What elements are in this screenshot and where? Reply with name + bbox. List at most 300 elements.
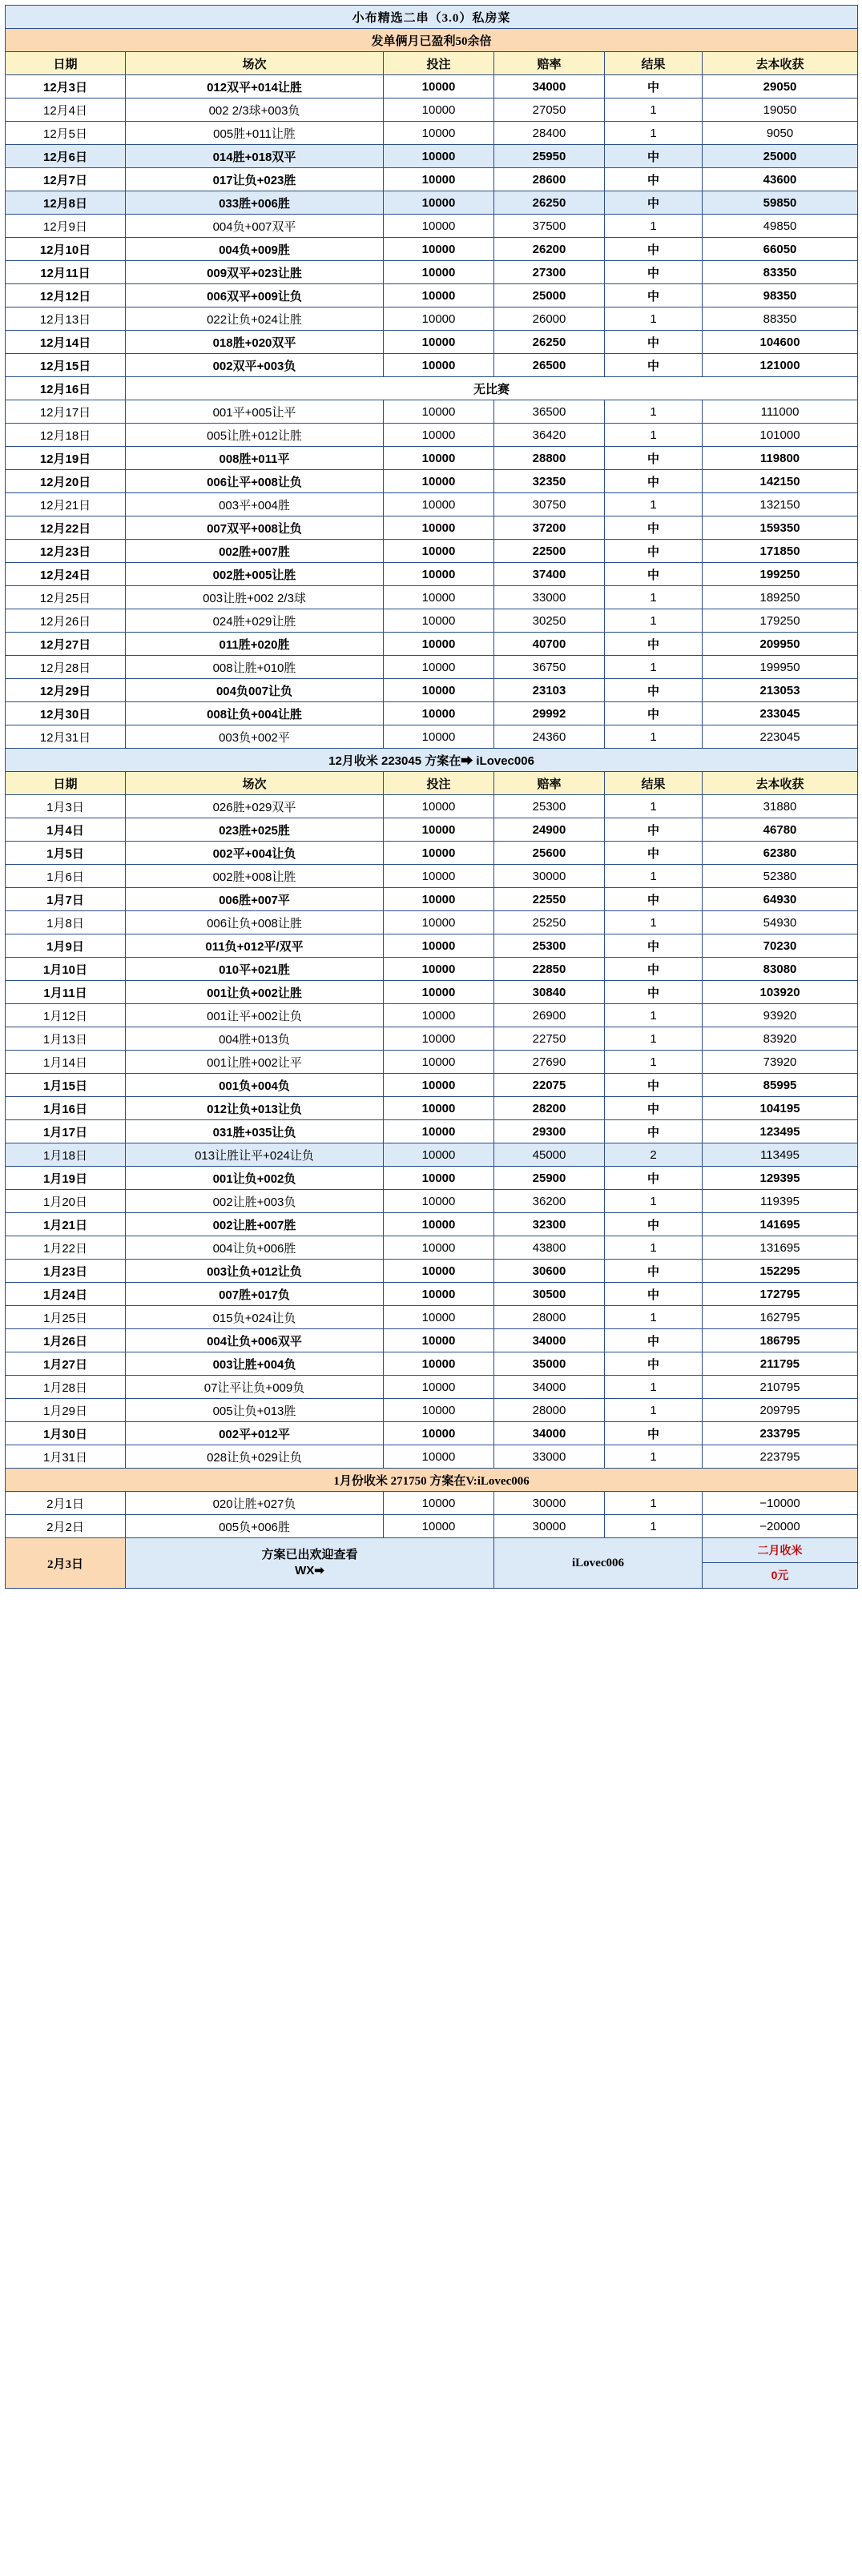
table-row [6, 1190, 858, 1213]
cell-profit: 132150 [703, 493, 858, 516]
cell-profit: 199950 [703, 656, 858, 679]
table-row [6, 122, 858, 145]
cell-profit: 70230 [703, 934, 858, 958]
cell-stake: 10000 [384, 1190, 494, 1213]
cell-match: 009双平+023让胜 [126, 261, 384, 284]
cell-stake: 10000 [384, 1004, 494, 1027]
table-row [6, 842, 858, 865]
table-row [6, 424, 858, 447]
cell-stake: 10000 [384, 1167, 494, 1190]
cell-odds: 25250 [494, 911, 605, 934]
cell-stake: 10000 [384, 261, 494, 284]
cell-date: 1月27日 [6, 1352, 126, 1376]
cell-profit: 29050 [703, 75, 858, 98]
cell-match: 005胜+011让胜 [126, 122, 384, 145]
table-row [6, 1445, 858, 1469]
cell-date: 1月5日 [6, 842, 126, 865]
cell-match: 006让平+008让负 [126, 470, 384, 493]
cell-date: 1月17日 [6, 1120, 126, 1143]
january-summary-row [6, 1469, 858, 1492]
table-row [6, 888, 858, 911]
cell-odds: 22750 [494, 1027, 605, 1051]
table-row [6, 191, 858, 215]
table-row [6, 795, 858, 818]
cell-result: 中 [605, 261, 703, 284]
cell-stake: 10000 [384, 1074, 494, 1097]
cell-stake: 10000 [384, 284, 494, 307]
cell-date: 1月11日 [6, 981, 126, 1004]
cell-profit: −20000 [703, 1515, 858, 1538]
cell-profit: 213053 [703, 679, 858, 702]
cell-result: 1 [605, 795, 703, 818]
cell-date: 1月21日 [6, 1213, 126, 1236]
cell-stake: 10000 [384, 1399, 494, 1422]
cell-result: 1 [605, 1051, 703, 1074]
cell-odds: 34000 [494, 1376, 605, 1399]
cell-profit: 66050 [703, 238, 858, 261]
table-row [6, 1074, 858, 1097]
cell-result: 中 [605, 1422, 703, 1445]
table-row [6, 377, 858, 400]
cell-odds: 28800 [494, 447, 605, 470]
cell-stake: 10000 [384, 238, 494, 261]
cell-result: 1 [605, 493, 703, 516]
cell-stake: 10000 [384, 1422, 494, 1445]
footer-date: 2月3日 [6, 1538, 126, 1589]
cell-result: 1 [605, 1376, 703, 1399]
cell-match: 015负+024让负 [126, 1306, 384, 1329]
cell-stake: 10000 [384, 563, 494, 586]
cell-stake: 10000 [384, 1027, 494, 1051]
cell-odds: 26250 [494, 191, 605, 215]
cell-stake: 10000 [384, 98, 494, 122]
cell-match: 007胜+017负 [126, 1283, 384, 1306]
column-header-row [6, 52, 858, 75]
cell-date: 12月26日 [6, 609, 126, 633]
cell-profit: 104195 [703, 1097, 858, 1120]
cell-profit: 43600 [703, 168, 858, 191]
cell-result: 1 [605, 1306, 703, 1329]
cell-date: 1月3日 [6, 795, 126, 818]
footer-contact-id[interactable]: iLovec006 [494, 1538, 703, 1589]
cell-stake: 10000 [384, 307, 494, 331]
footer-row [6, 1538, 858, 1589]
cell-match: 011胜+020胜 [126, 633, 384, 656]
cell-match: 012让负+013让负 [126, 1097, 384, 1120]
cell-profit: 85995 [703, 1074, 858, 1097]
cell-odds: 36500 [494, 400, 605, 424]
cell-profit: 9050 [703, 122, 858, 145]
cell-match: 001让负+002负 [126, 1167, 384, 1190]
footer-note [126, 1538, 494, 1589]
cell-match: 002胜+008让胜 [126, 865, 384, 888]
cell-profit: 54930 [703, 911, 858, 934]
table-row [6, 1492, 858, 1515]
cell-date: 1月6日 [6, 865, 126, 888]
cell-odds: 34000 [494, 75, 605, 98]
header-odds: 赔率 [494, 772, 605, 795]
cell-result: 中 [605, 191, 703, 215]
table-row [6, 1120, 858, 1143]
cell-odds: 25300 [494, 934, 605, 958]
table-row [6, 934, 858, 958]
cell-date: 1月8日 [6, 911, 126, 934]
table-body [6, 6, 858, 1589]
page-title: 小布精选二串（3.0）私房菜 [6, 6, 858, 29]
cell-result: 中 [605, 447, 703, 470]
table-row [6, 1236, 858, 1260]
cell-odds: 30750 [494, 493, 605, 516]
cell-date: 12月22日 [6, 516, 126, 540]
cell-odds: 25950 [494, 145, 605, 168]
cell-stake: 10000 [384, 981, 494, 1004]
cell-date: 12月6日 [6, 145, 126, 168]
cell-result: 中 [605, 1352, 703, 1376]
cell-match: 003平+004胜 [126, 493, 384, 516]
cell-odds: 28000 [494, 1306, 605, 1329]
cell-odds: 24900 [494, 818, 605, 842]
cell-match: 031胜+035让负 [126, 1120, 384, 1143]
table-row [6, 516, 858, 540]
table-row [6, 1306, 858, 1329]
cell-profit: 171850 [703, 540, 858, 563]
table-row [6, 145, 858, 168]
cell-stake: 10000 [384, 911, 494, 934]
table-row [6, 679, 858, 702]
cell-match: 004负+007双平 [126, 215, 384, 238]
cell-profit: 59850 [703, 191, 858, 215]
cell-date: 1月30日 [6, 1422, 126, 1445]
table-row [6, 1283, 858, 1306]
cell-profit: 46780 [703, 818, 858, 842]
header-stake: 投注 [384, 772, 494, 795]
table-row [6, 1515, 858, 1538]
cell-stake: 10000 [384, 1329, 494, 1352]
cell-result: 1 [605, 1399, 703, 1422]
cell-date: 12月7日 [6, 168, 126, 191]
cell-match: 002平+012平 [126, 1422, 384, 1445]
table-row [6, 586, 858, 609]
cell-odds: 30250 [494, 609, 605, 633]
cell-result: 中 [605, 842, 703, 865]
table-row [6, 98, 858, 122]
cell-profit: 211795 [703, 1352, 858, 1376]
cell-profit: 121000 [703, 354, 858, 377]
cell-odds: 27050 [494, 98, 605, 122]
cell-odds: 26500 [494, 354, 605, 377]
cell-match: 001负+004负 [126, 1074, 384, 1097]
table-row [6, 261, 858, 284]
cell-odds: 27690 [494, 1051, 605, 1074]
cell-profit: 64930 [703, 888, 858, 911]
cell-odds: 25000 [494, 284, 605, 307]
cell-odds: 43800 [494, 1236, 605, 1260]
cell-profit: 186795 [703, 1329, 858, 1352]
cell-match: 006胜+007平 [126, 888, 384, 911]
cell-match: 028让负+029让负 [126, 1445, 384, 1469]
cell-match: 004负007让负 [126, 679, 384, 702]
cell-odds: 28200 [494, 1097, 605, 1120]
cell-match: 07让平让负+009负 [126, 1376, 384, 1399]
cell-profit: 129395 [703, 1167, 858, 1190]
cell-result: 1 [605, 400, 703, 424]
table-row [6, 307, 858, 331]
cell-date: 1月16日 [6, 1097, 126, 1120]
cell-stake: 10000 [384, 168, 494, 191]
cell-profit: 223795 [703, 1445, 858, 1469]
cell-date: 1月23日 [6, 1260, 126, 1283]
cell-match: 005负+006胜 [126, 1515, 384, 1538]
cell-odds: 28400 [494, 122, 605, 145]
cell-result: 中 [605, 1097, 703, 1120]
table-row [6, 981, 858, 1004]
table-row [6, 1027, 858, 1051]
table-row [6, 911, 858, 934]
cell-match: 020让胜+027负 [126, 1492, 384, 1515]
cell-profit: 162795 [703, 1306, 858, 1329]
cell-profit: 19050 [703, 98, 858, 122]
cell-result: 中 [605, 470, 703, 493]
cell-match: 008让胜+010胜 [126, 656, 384, 679]
footer-month-value: 0元 [703, 1563, 857, 1588]
cell-odds: 28000 [494, 1399, 605, 1422]
cell-date: 12月20日 [6, 470, 126, 493]
cell-date: 1月25日 [6, 1306, 126, 1329]
cell-stake: 10000 [384, 1260, 494, 1283]
cell-stake: 10000 [384, 795, 494, 818]
cell-profit: 119800 [703, 447, 858, 470]
cell-date: 12月9日 [6, 215, 126, 238]
table-row [6, 1329, 858, 1352]
table-row [6, 1213, 858, 1236]
cell-date: 1月4日 [6, 818, 126, 842]
cell-odds: 25600 [494, 842, 605, 865]
cell-match: 018胜+020双平 [126, 331, 384, 354]
cell-date: 1月15日 [6, 1074, 126, 1097]
cell-stake: 10000 [384, 424, 494, 447]
cell-stake: 10000 [384, 1051, 494, 1074]
cell-stake: 10000 [384, 1236, 494, 1260]
cell-result: 1 [605, 215, 703, 238]
cell-stake: 10000 [384, 1097, 494, 1120]
cell-match: 002胜+005让胜 [126, 563, 384, 586]
cell-result: 中 [605, 284, 703, 307]
cell-match: 008让负+004让胜 [126, 702, 384, 725]
footer-note-line1: 方案已出欢迎查看 [261, 1547, 358, 1561]
cell-profit: 62380 [703, 842, 858, 865]
cell-match: 003让胜+002 2/3球 [126, 586, 384, 609]
cell-odds: 29300 [494, 1120, 605, 1143]
cell-stake: 10000 [384, 888, 494, 911]
title-row [6, 6, 858, 29]
cell-date: 2月1日 [6, 1492, 126, 1515]
cell-profit: 209950 [703, 633, 858, 656]
cell-stake: 10000 [384, 215, 494, 238]
cell-odds: 35000 [494, 1352, 605, 1376]
cell-stake: 10000 [384, 679, 494, 702]
cell-match: 012双平+014让胜 [126, 75, 384, 98]
header-date: 日期 [6, 52, 126, 75]
cell-profit: 49850 [703, 215, 858, 238]
header-stake: 投注 [384, 52, 494, 75]
cell-date: 1月20日 [6, 1190, 126, 1213]
cell-stake: 10000 [384, 75, 494, 98]
cell-profit: 119395 [703, 1190, 858, 1213]
cell-date: 1月22日 [6, 1236, 126, 1260]
header-profit: 去本收获 [703, 772, 858, 795]
table-row [6, 633, 858, 656]
cell-profit: 83350 [703, 261, 858, 284]
subtitle-row [6, 29, 858, 52]
cell-result: 1 [605, 1190, 703, 1213]
cell-odds: 37200 [494, 516, 605, 540]
december-summary: 12月收米 223045 方案在➡ iLovec006 [6, 749, 858, 772]
cell-date: 12月8日 [6, 191, 126, 215]
cell-profit: 52380 [703, 865, 858, 888]
cell-profit: 223045 [703, 725, 858, 749]
cell-match: 011负+012平/双平 [126, 934, 384, 958]
cell-stake: 10000 [384, 1445, 494, 1469]
column-header-row [6, 772, 858, 795]
cell-profit: 210795 [703, 1376, 858, 1399]
cell-match: 014胜+018双平 [126, 145, 384, 168]
cell-date: 12月19日 [6, 447, 126, 470]
cell-odds: 28600 [494, 168, 605, 191]
cell-profit: 199250 [703, 563, 858, 586]
cell-stake: 10000 [384, 447, 494, 470]
cell-result: 中 [605, 1074, 703, 1097]
cell-stake: 10000 [384, 702, 494, 725]
cell-result: 1 [605, 609, 703, 633]
cell-odds: 33000 [494, 1445, 605, 1469]
cell-match: 007双平+008让负 [126, 516, 384, 540]
cell-profit: 233045 [703, 702, 858, 725]
cell-odds: 34000 [494, 1422, 605, 1445]
cell-date: 1月28日 [6, 1376, 126, 1399]
header-odds: 赔率 [494, 52, 605, 75]
table-row [6, 1352, 858, 1376]
cell-odds: 23103 [494, 679, 605, 702]
cell-stake: 10000 [384, 1515, 494, 1538]
cell-profit: 159350 [703, 516, 858, 540]
cell-odds: 24360 [494, 725, 605, 749]
cell-date: 1月12日 [6, 1004, 126, 1027]
cell-match: 001让平+002让负 [126, 1004, 384, 1027]
cell-stake: 10000 [384, 633, 494, 656]
header-result: 结果 [605, 772, 703, 795]
cell-profit: 25000 [703, 145, 858, 168]
cell-odds: 30840 [494, 981, 605, 1004]
cell-match: 022让负+024让胜 [126, 307, 384, 331]
cell-match: 024胜+029让胜 [126, 609, 384, 633]
header-match: 场次 [126, 772, 384, 795]
cell-date: 1月9日 [6, 934, 126, 958]
cell-date: 2月2日 [6, 1515, 126, 1538]
cell-odds: 30500 [494, 1283, 605, 1306]
cell-profit: 233795 [703, 1422, 858, 1445]
cell-odds: 36420 [494, 424, 605, 447]
cell-date: 1月29日 [6, 1399, 126, 1422]
table-row [6, 447, 858, 470]
january-summary: 1月份收米 271750 方案在V:iLovec006 [6, 1469, 858, 1492]
cell-match: 002让胜+007胜 [126, 1213, 384, 1236]
cell-date: 12月3日 [6, 75, 126, 98]
cell-stake: 10000 [384, 725, 494, 749]
cell-odds: 22550 [494, 888, 605, 911]
cell-profit: 152295 [703, 1260, 858, 1283]
cell-stake: 10000 [384, 1376, 494, 1399]
cell-stake: 10000 [384, 1492, 494, 1515]
cell-result: 1 [605, 586, 703, 609]
cell-result: 中 [605, 238, 703, 261]
table-row [6, 540, 858, 563]
cell-match: 002 2/3球+003负 [126, 98, 384, 122]
cell-stake: 10000 [384, 609, 494, 633]
cell-odds: 37500 [494, 215, 605, 238]
cell-odds: 27300 [494, 261, 605, 284]
cell-date: 12月29日 [6, 679, 126, 702]
december-summary-row [6, 749, 858, 772]
cell-profit: 123495 [703, 1120, 858, 1143]
cell-stake: 10000 [384, 540, 494, 563]
cell-match: 004让负+006胜 [126, 1236, 384, 1260]
cell-stake: 10000 [384, 1306, 494, 1329]
cell-stake: 10000 [384, 122, 494, 145]
cell-result: 1 [605, 865, 703, 888]
cell-profit: −10000 [703, 1492, 858, 1515]
cell-odds: 30600 [494, 1260, 605, 1283]
cell-match: 002平+004让负 [126, 842, 384, 865]
cell-result: 1 [605, 1236, 703, 1260]
cell-result: 中 [605, 679, 703, 702]
cell-date: 12月18日 [6, 424, 126, 447]
cell-date: 12月10日 [6, 238, 126, 261]
cell-odds: 22850 [494, 958, 605, 981]
cell-result: 中 [605, 1167, 703, 1190]
cell-date: 12月16日 [6, 377, 126, 400]
cell-result: 1 [605, 656, 703, 679]
cell-result: 中 [605, 633, 703, 656]
cell-stake: 10000 [384, 145, 494, 168]
cell-profit: 103920 [703, 981, 858, 1004]
cell-stake: 10000 [384, 656, 494, 679]
cell-odds: 40700 [494, 633, 605, 656]
table-row [6, 284, 858, 307]
table-row [6, 1399, 858, 1422]
cell-stake: 10000 [384, 516, 494, 540]
table-row [6, 818, 858, 842]
cell-result: 1 [605, 98, 703, 122]
cell-profit: 88350 [703, 307, 858, 331]
header-match: 场次 [126, 52, 384, 75]
cell-result: 中 [605, 145, 703, 168]
cell-odds: 32300 [494, 1213, 605, 1236]
cell-date: 12月5日 [6, 122, 126, 145]
cell-result: 中 [605, 354, 703, 377]
cell-stake: 10000 [384, 1120, 494, 1143]
cell-result: 中 [605, 1260, 703, 1283]
cell-profit: 101000 [703, 424, 858, 447]
cell-profit: 131695 [703, 1236, 858, 1260]
cell-match: 001平+005让平 [126, 400, 384, 424]
cell-result: 中 [605, 1329, 703, 1352]
cell-stake: 10000 [384, 865, 494, 888]
table-row [6, 75, 858, 98]
cell-profit: 179250 [703, 609, 858, 633]
cell-stake: 10000 [384, 1143, 494, 1167]
cell-profit: 93920 [703, 1004, 858, 1027]
table-row [6, 563, 858, 586]
